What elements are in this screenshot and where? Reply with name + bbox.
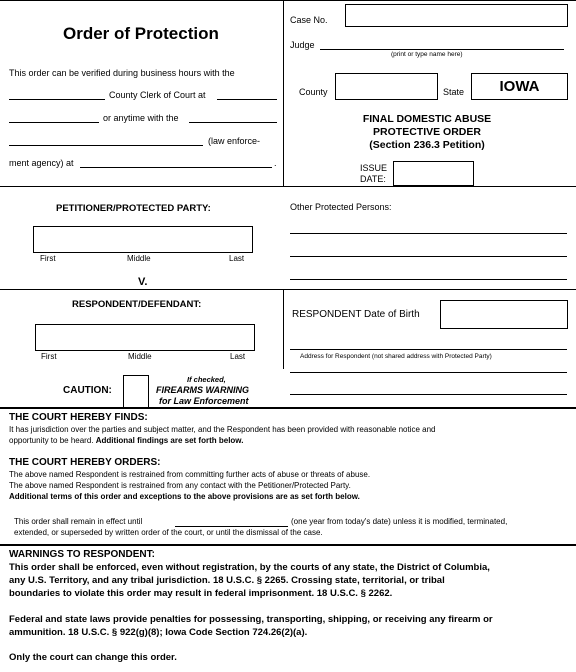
respondent-last-label: Last bbox=[230, 352, 246, 361]
respondent-address-line-2[interactable] bbox=[290, 372, 567, 373]
case-no-label: Case No. bbox=[290, 15, 328, 25]
respondent-address-line-1[interactable] bbox=[290, 349, 567, 350]
party-divider-rule bbox=[0, 289, 576, 290]
respondent-first-label: First bbox=[41, 352, 57, 361]
findings-top-rule bbox=[0, 407, 576, 409]
party-column-divider bbox=[283, 289, 284, 369]
issue-label: ISSUE bbox=[360, 163, 388, 173]
clerk-label: County Clerk of Court at bbox=[109, 90, 206, 100]
state-value-box: IOWA bbox=[471, 73, 568, 100]
anytime-field-2[interactable] bbox=[189, 122, 277, 123]
clerk-phone-field[interactable] bbox=[217, 99, 277, 100]
warnings-p1-line-2: any U.S. Territory, and any tribal jurisdiction. 18 U.S.C. § 2265. Crossing state, territorial, or tribal bbox=[9, 575, 445, 586]
anytime-label: or anytime with the bbox=[103, 113, 179, 123]
county-field[interactable] bbox=[335, 73, 438, 100]
effect-until-field[interactable] bbox=[175, 526, 288, 527]
case-no-field[interactable] bbox=[345, 4, 568, 27]
respondent-dob-field[interactable] bbox=[440, 300, 568, 329]
findings-line-2 bbox=[9, 436, 243, 445]
order-title-line-3: (Section 236.3 Petition) bbox=[369, 139, 485, 151]
for-law-enforcement-label: for Law Enforcement bbox=[159, 396, 249, 406]
header-divider bbox=[283, 0, 284, 186]
firearms-warning-checkbox[interactable] bbox=[123, 375, 149, 408]
judge-field[interactable] bbox=[320, 49, 564, 50]
warnings-p2-line-1: Federal and state laws provide penalties for possessing, transporting, shipping, or receiving any firearm or bbox=[9, 614, 493, 625]
effect-label-c: extended, or superseded by written order of the court, or until the dismissal of the case. bbox=[14, 528, 323, 537]
other-protected-line-3[interactable] bbox=[290, 279, 567, 280]
warnings-heading: WARNINGS TO RESPONDENT: bbox=[9, 549, 155, 560]
warnings-p2-line-2: ammunition. 18 U.S.C. § 922(g)(8); Iowa Code Section 724.26(2)(a). bbox=[9, 627, 308, 638]
respondent-name-field[interactable] bbox=[35, 324, 255, 351]
issue-date-field[interactable] bbox=[393, 161, 474, 186]
warnings-p1-line-1: This order shall be enforced, even without registration, by the courts of any state, the District of Columbia, bbox=[9, 562, 490, 573]
warnings-top-rule bbox=[0, 544, 576, 546]
verify-text: This order can be verified during business hours with the bbox=[9, 68, 235, 78]
if-checked-label: If checked, bbox=[187, 375, 226, 384]
respondent-dob-label: RESPONDENT Date of Birth bbox=[292, 309, 420, 320]
findings-heading: THE COURT HEREBY FINDS: bbox=[9, 412, 148, 423]
respondent-address-label: Address for Respondent (not shared address with Protected Party) bbox=[300, 353, 492, 360]
respondent-address-line-3[interactable] bbox=[290, 394, 567, 395]
versus-label: V. bbox=[138, 276, 148, 288]
findings-line-1: It has jurisdiction over the parties and subject matter, and the Respondent has been provided with reasonable notice and bbox=[9, 425, 436, 434]
law-enforcement-field[interactable] bbox=[9, 145, 203, 146]
warnings-p1-line-3: boundaries to violate this order may result in federal imprisonment. 18 U.S.C. § 2262. bbox=[9, 588, 393, 599]
respondent-heading: RESPONDENT/DEFENDANT: bbox=[72, 299, 202, 310]
effect-label-b: (one year from today's date) unless it is modified, terminated, bbox=[291, 517, 508, 526]
judge-label: Judge bbox=[290, 40, 315, 50]
issue-date-label: DATE: bbox=[360, 174, 386, 184]
warnings-p3: Only the court can change this order. bbox=[9, 652, 177, 663]
county-label: County bbox=[299, 87, 328, 97]
caution-label: CAUTION: bbox=[63, 385, 112, 396]
agency-phone-field[interactable] bbox=[80, 167, 272, 168]
order-title-line-1: FINAL DOMESTIC ABUSE bbox=[362, 113, 492, 125]
judge-hint: (print or type name here) bbox=[391, 51, 463, 58]
petitioner-name-field[interactable] bbox=[33, 226, 253, 253]
orders-line-2: The above named Respondent is restrained from any contact with the Petitioner/Protected Party. bbox=[9, 481, 351, 490]
respondent-middle-label: Middle bbox=[128, 352, 152, 361]
anytime-field-1[interactable] bbox=[9, 122, 99, 123]
petitioner-last-label: Last bbox=[229, 254, 245, 263]
other-protected-line-2[interactable] bbox=[290, 256, 567, 257]
top-border bbox=[0, 0, 576, 1]
orders-line-3: Additional terms of this order and exceptions to the above provisions are as set forth below. bbox=[9, 492, 360, 501]
other-protected-label: Other Protected Persons: bbox=[290, 202, 392, 212]
other-protected-line-1[interactable] bbox=[290, 233, 567, 234]
petitioner-first-label: First bbox=[40, 254, 56, 263]
law-enforce-label: (law enforce- bbox=[208, 136, 261, 146]
page-title: Order of Protection bbox=[63, 24, 219, 43]
findings-line-2-bold: Additional findings are set forth below. bbox=[95, 436, 244, 445]
header-bottom-rule bbox=[0, 186, 576, 187]
petitioner-middle-label: Middle bbox=[127, 254, 151, 263]
state-label: State bbox=[443, 87, 465, 97]
orders-line-1: The above named Respondent is restrained from committing further acts of abuse or threats of abuse. bbox=[9, 470, 371, 479]
orders-heading: THE COURT HEREBY ORDERS: bbox=[9, 457, 161, 468]
clerk-county-field[interactable] bbox=[9, 99, 105, 100]
petitioner-heading: PETITIONER/PROTECTED PARTY: bbox=[56, 203, 211, 214]
firearms-warning-label: FIREARMS WARNING bbox=[156, 385, 249, 395]
agency-label: ment agency) at bbox=[9, 158, 74, 168]
findings-line-2-plain: opportunity to be heard. bbox=[9, 436, 94, 445]
order-title-line-2: PROTECTIVE ORDER bbox=[373, 126, 481, 138]
effect-label-a: This order shall remain in effect until bbox=[14, 517, 143, 526]
agency-period: . bbox=[274, 158, 277, 168]
